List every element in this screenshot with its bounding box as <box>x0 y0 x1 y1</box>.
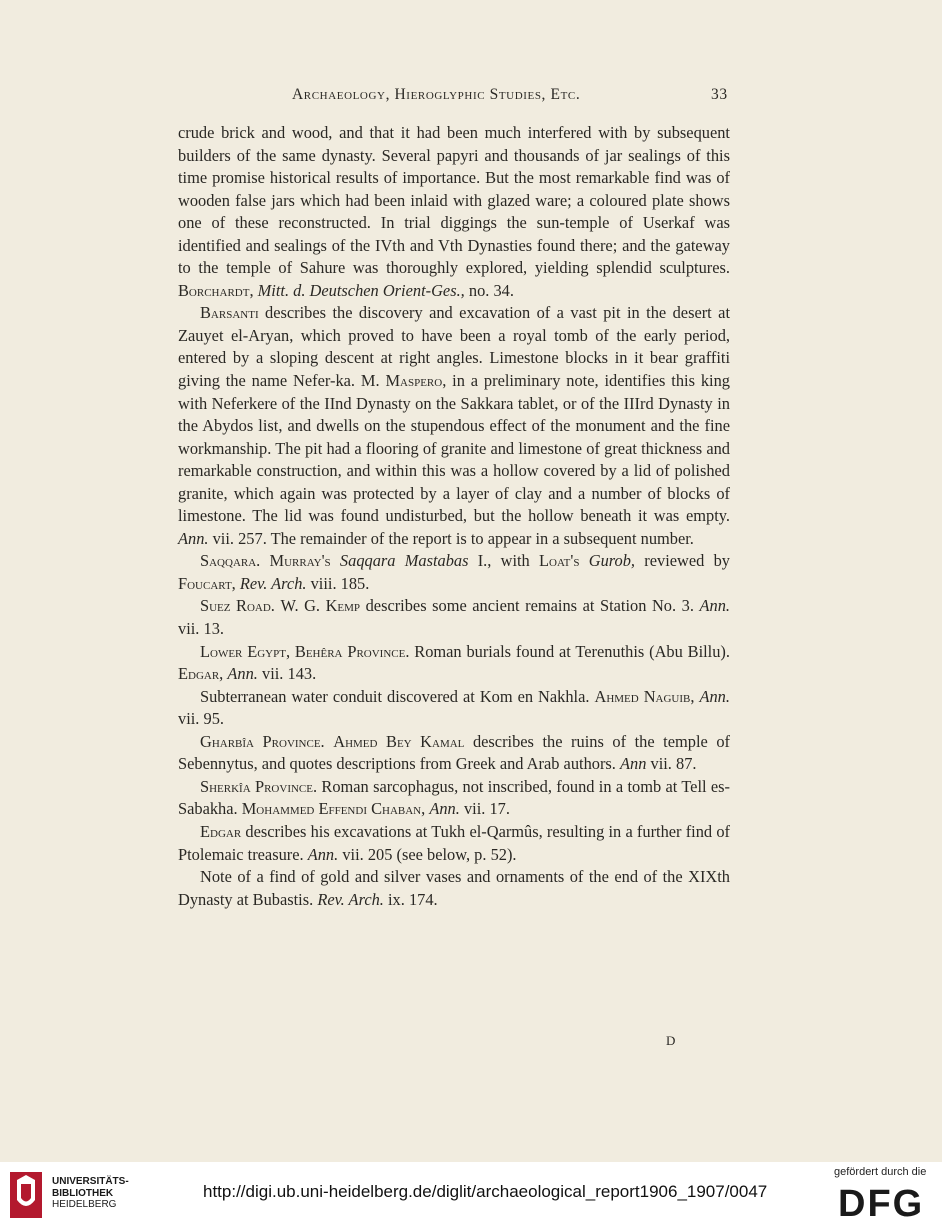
citation: Ann. <box>227 664 258 684</box>
author-name: Foucart, <box>178 573 236 593</box>
paragraph-gharbia: Gharbîa Province. Ahmed Bey Kamal describes the ruins of the temple of Sebennytus, and quotes descriptions from Greek and Arab authors. Ann vii. 87. <box>178 731 730 774</box>
page-number: 33 <box>711 86 728 103</box>
author-name: Ahmed Naguib, <box>594 686 695 706</box>
running-title: Archaeology, Hieroglyphic Studies, Etc. <box>292 86 581 103</box>
paragraph-sherkia: Sherkîa Province. Roman sarcophagus, not inscribed, found in a tomb at Tell es-Sabakha. Mohammed Effendi Chaban, Ann. vii. 17. <box>178 776 730 819</box>
place-heading: Lower Egypt, Behêra Province. <box>200 641 410 661</box>
author-name: W. G. Kemp <box>280 596 361 616</box>
citation: Rev. Arch. <box>317 889 384 909</box>
citation: Ann. <box>699 596 730 616</box>
paragraph-edgar: Edgar describes his excavations at Tukh el-Qarmûs, resulting in a further find of Ptolemaic treasure. Ann. vii. 205 (see below, p. 52). <box>178 821 730 864</box>
dfg-logo-text: DFG <box>838 1184 925 1220</box>
institution-name: UNIVERSITÄTS- BIBLIOTHEK HEIDELBERG <box>52 1176 129 1210</box>
author-name: Borchardt, <box>178 280 254 300</box>
citation: Ann. <box>307 844 339 864</box>
author-name: Mohammed Effendi Chaban, <box>241 799 426 819</box>
citation: Ann. <box>178 528 209 548</box>
citation: Saqqara Mastabas <box>339 551 469 571</box>
place-heading: Suez Road. <box>200 596 275 616</box>
author-name: Edgar <box>200 821 242 841</box>
paragraph-kom-en-nakhla: Subterranean water conduit discovered at Kom en Nakhla. Ahmed Naguib, Ann. vii. 95. <box>178 686 730 729</box>
author-name: Ahmed Bey Kamal <box>333 731 465 751</box>
author-name: Loat's <box>539 551 580 571</box>
paragraph-suez-road: Suez Road. W. G. Kemp describes some ancient remains at Station No. 3. Ann. vii. 13. <box>178 596 730 639</box>
author-name: Murray's <box>269 551 331 571</box>
citation: Mitt. d. Deutschen Orient-Ges., <box>257 280 465 300</box>
place-heading: Sherkîa Province. <box>200 776 318 796</box>
paragraph-barsanti: Barsanti describes the discovery and excavation of a vast pit in the desert at Zauyet el-Aryan, which proved to have been a royal tomb of the early period, entered by a sloping descent at right angles. Limestone blocks in it bear graffiti giving the name Nefer-ka. M. Maspero, in a preliminary note, identifies this king with Neferkere of the IInd Dynasty on the Sakkara tablet, or of the IIIrd Dynasty in the Abydos list, and dwells on the stupendous effect of the monument and the fine workmanship. The pit had a flooring of granite and limestone of great thickness and remarkable construction, and within this was a hollow covered by a lid of polished granite, which again was protected by a layer of clay and a number of blocks of limestone. The lid was found undisturbed, but the hollow beneath it was empty. Ann. vii. 257. The remainder of the report is to appear in a subsequent number. <box>178 303 730 548</box>
paragraph-bubastis: Note of a find of gold and silver vases and ornaments of the end of the XIXth Dynasty at Bubastis. Rev. Arch. ix. 174. <box>178 867 730 909</box>
citation: Ann. <box>699 686 730 706</box>
running-head <box>0 86 942 108</box>
digitization-footer <box>0 1162 942 1227</box>
place-heading: Saqqara. <box>200 551 261 571</box>
funder-caption: gefördert durch die <box>834 1166 927 1178</box>
place-heading: Gharbîa Province. <box>200 731 325 751</box>
author-name: Barsanti <box>200 303 259 323</box>
paragraph-saqqara: Saqqara. Murray's Saqqara Mastabas I., with Loat's Gurob, reviewed by Foucart, Rev. Arch. viii. 185. <box>178 551 730 593</box>
citation: Rev. Arch. <box>239 573 307 593</box>
paragraph-behera: Lower Egypt, Behêra Province. Roman burials found at Terenuthis (Abu Billu). Edgar, Ann. vii. 143. <box>178 641 730 684</box>
citation: Ann. <box>429 799 460 819</box>
citation: Gurob, <box>588 551 636 571</box>
author-name: Maspero, <box>385 371 447 391</box>
citation: Ann <box>620 754 647 774</box>
author-name: Edgar, <box>178 664 224 684</box>
paragraph-borchardt: crude brick and wood, and that it had been much interfered with by subsequent builders of the same dynasty. Several papyri and thousands of jar sealings of this time promise historical results of importance. But the most remarkable find was of wooden false jars which had been inlaid with glazed ware; a coloured plate shows one of these reconstructed. In trial diggings the sun-temple of Userkaf was identified and sealings of the IVth and Vth Dynasties found there; and the gateway to the temple of Sahure was thoroughly explored, yielding splendid sculptures. Borchardt, Mitt. d. Deutschen Orient-Ges., no. 34. <box>178 123 730 300</box>
dfg-logo <box>838 1184 932 1220</box>
body-text <box>178 122 730 911</box>
signature-mark: D <box>666 1033 676 1048</box>
university-seal-icon <box>8 1170 44 1220</box>
permalink-url[interactable]: http://digi.ub.uni-heidelberg.de/diglit/archaeological_report1906_1907/0047 <box>203 1182 768 1201</box>
